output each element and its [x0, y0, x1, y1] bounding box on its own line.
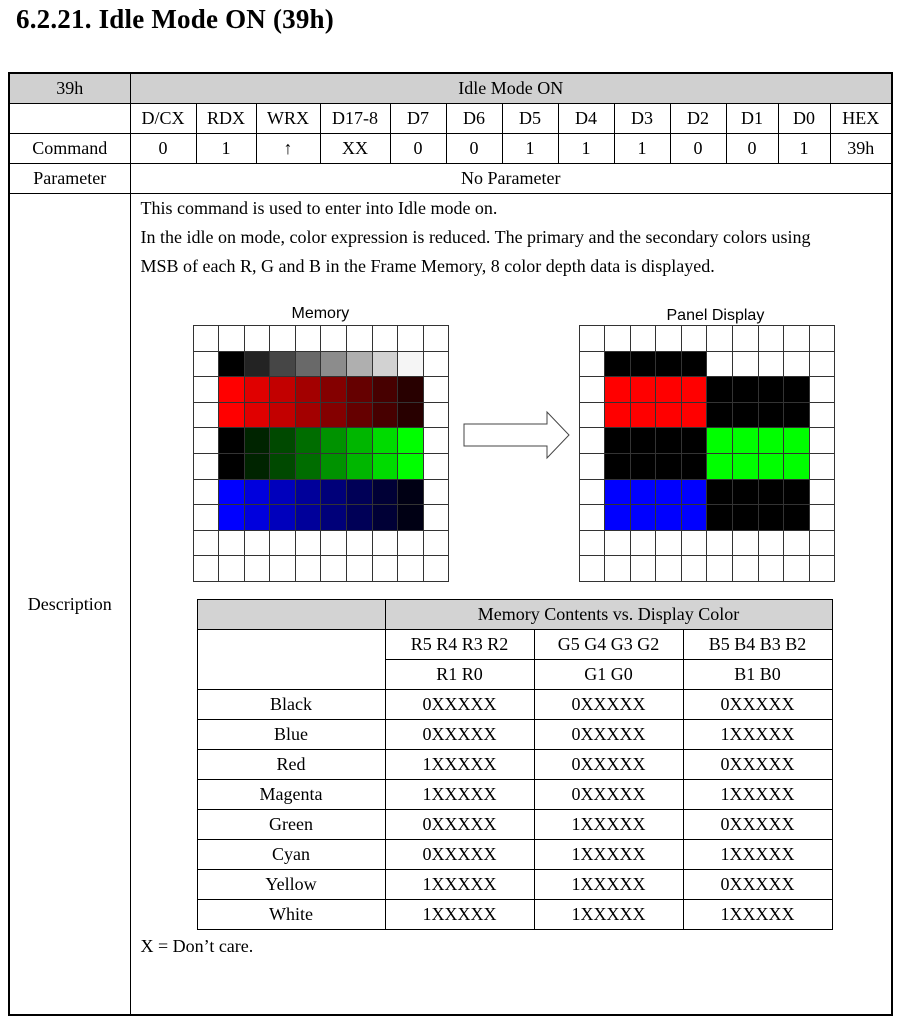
color-mapping-table [197, 599, 833, 930]
red-bits-cell: 0XXXXX [385, 840, 534, 870]
green-bits-cell: 1XXXXX [534, 840, 683, 870]
grid-cell [605, 428, 631, 454]
section-heading: 6.2.21. Idle Mode ON (39h) [16, 4, 334, 34]
red-bits-cell: 0XXXXX [385, 690, 534, 720]
grid-cell [784, 403, 810, 429]
grid-cell [682, 428, 708, 454]
grid-cell [398, 505, 424, 531]
grid-cell [605, 377, 631, 403]
grid-cell [321, 352, 347, 378]
red-bits-header: R5 R4 R3 R2 [385, 630, 534, 660]
blue-bits-cell: 0XXXXX [683, 690, 832, 720]
blue-bits-header: B5 B4 B3 B2 [683, 630, 832, 660]
grid-cell [733, 454, 759, 480]
grid-cell [707, 480, 733, 506]
color-name-cell: Yellow [197, 870, 385, 900]
grid-cell [373, 480, 399, 506]
grid-cell [656, 403, 682, 429]
grid-cell [373, 377, 399, 403]
grid-cell [682, 454, 708, 480]
command-value: 1 [502, 134, 558, 164]
grid-cell [656, 326, 682, 352]
description-line: MSB of each R, G and B in the Frame Memory, 8 color depth data is displayed. [140, 256, 715, 276]
bit-header: D2 [670, 104, 726, 134]
bit-header: D5 [502, 104, 558, 134]
grid-cell [296, 403, 322, 429]
command-name-cell: Idle Mode ON [130, 73, 892, 104]
command-table [8, 72, 893, 1016]
grid-cell [347, 556, 373, 582]
grid-cell [321, 377, 347, 403]
description-label: Description [9, 194, 130, 1016]
grid-cell [810, 352, 836, 378]
grid-cell [270, 326, 296, 352]
bit-header: D3 [614, 104, 670, 134]
grid-cell [398, 326, 424, 352]
grid-cell [296, 326, 322, 352]
grid-cell [194, 377, 220, 403]
grid-cell [270, 377, 296, 403]
grid-cell [682, 326, 708, 352]
grid-cell [682, 377, 708, 403]
grid-cell [707, 352, 733, 378]
grid-cell [682, 505, 708, 531]
grid-cell [270, 480, 296, 506]
grid-cell [605, 403, 631, 429]
blue-bits-cell: 0XXXXX [683, 750, 832, 780]
grid-cell [245, 326, 271, 352]
grid-cell [321, 556, 347, 582]
dont-care-note: X = Don’t care. [140, 936, 254, 956]
grid-cell [810, 428, 836, 454]
grid-cell [321, 428, 347, 454]
grid-cell [219, 454, 245, 480]
grid-cell [424, 480, 450, 506]
grid-cell [219, 505, 245, 531]
grid-cell [424, 428, 450, 454]
panel-display-grid [579, 325, 836, 582]
grid-cell [810, 326, 836, 352]
grid-cell [245, 403, 271, 429]
grid-cell [398, 480, 424, 506]
command-value: XX [320, 134, 390, 164]
green-bits-cell: 1XXXXX [534, 870, 683, 900]
command-value: 0 [130, 134, 196, 164]
grid-cell [347, 428, 373, 454]
grid-cell [759, 531, 785, 557]
grid-cell [245, 454, 271, 480]
grid-cell [270, 505, 296, 531]
grid-cell [373, 556, 399, 582]
mapping-row [197, 720, 832, 750]
green-bits-cell: 1XXXXX [534, 810, 683, 840]
grid-cell [733, 531, 759, 557]
grid-cell [784, 480, 810, 506]
grid-cell [296, 480, 322, 506]
grid-cell [219, 377, 245, 403]
grid-cell [398, 556, 424, 582]
grid-cell [784, 352, 810, 378]
command-value: 1 [196, 134, 256, 164]
memory-grid [193, 325, 450, 582]
grid-cell [347, 377, 373, 403]
grid-cell [245, 377, 271, 403]
grid-cell [347, 480, 373, 506]
grid-cell [733, 377, 759, 403]
grid-cell [631, 454, 657, 480]
bit-header: D1 [726, 104, 778, 134]
grid-cell [631, 480, 657, 506]
grid-cell [321, 505, 347, 531]
description-cell [130, 194, 892, 1016]
bit-header: HEX [830, 104, 892, 134]
grid-cell [759, 428, 785, 454]
blue-bits-cell: 1XXXXX [683, 840, 832, 870]
command-code-cell: 39h [9, 73, 130, 104]
command-value: 0 [446, 134, 502, 164]
empty-cell [197, 630, 385, 690]
grid-cell [580, 454, 606, 480]
grid-cell [810, 556, 836, 582]
grid-cell [580, 377, 606, 403]
grid-cell [424, 556, 450, 582]
grid-cell [580, 505, 606, 531]
description-row [9, 194, 892, 1016]
grid-cell [707, 531, 733, 557]
command-value: 1 [558, 134, 614, 164]
grid-cell [784, 428, 810, 454]
color-name-cell: Blue [197, 720, 385, 750]
grid-cell [733, 352, 759, 378]
grid-cell [656, 352, 682, 378]
grid-cell [707, 454, 733, 480]
grid-cell [373, 403, 399, 429]
green-bits-cell: 0XXXXX [534, 780, 683, 810]
grid-cell [631, 403, 657, 429]
red-bits-header-cont: R1 R0 [385, 660, 534, 690]
grid-cell [219, 428, 245, 454]
red-bits-cell: 1XXXXX [385, 780, 534, 810]
command-value: 0 [670, 134, 726, 164]
grid-cell [656, 428, 682, 454]
grid-cell [631, 428, 657, 454]
blue-bits-cell: 1XXXXX [683, 900, 832, 930]
grid-cell [245, 531, 271, 557]
grid-cell [733, 403, 759, 429]
bit-header: D0 [778, 104, 830, 134]
grid-cell [347, 326, 373, 352]
grid-cell [424, 377, 450, 403]
command-value: 39h [830, 134, 892, 164]
red-bits-cell: 0XXXXX [385, 720, 534, 750]
grid-cell [784, 454, 810, 480]
grid-cell [810, 531, 836, 557]
grid-cell [373, 326, 399, 352]
grid-cell [270, 352, 296, 378]
grid-cell [424, 403, 450, 429]
grid-cell [580, 480, 606, 506]
grid-cell [784, 505, 810, 531]
grid-cell [631, 531, 657, 557]
grid-cell [245, 505, 271, 531]
parameter-label: Parameter [9, 164, 130, 194]
grid-cell [656, 505, 682, 531]
grid-cell [682, 556, 708, 582]
empty-header-cell [197, 600, 385, 630]
grid-cell [424, 326, 450, 352]
grid-cell [733, 556, 759, 582]
grid-cell [194, 556, 220, 582]
grid-cell [605, 531, 631, 557]
mapping-row [197, 900, 832, 930]
grid-cell [759, 403, 785, 429]
grid-cell [656, 480, 682, 506]
grid-cell [296, 377, 322, 403]
grid-cell [605, 556, 631, 582]
grid-cell [656, 556, 682, 582]
mapping-row [197, 870, 832, 900]
color-name-cell: Magenta [197, 780, 385, 810]
grid-cell [733, 326, 759, 352]
green-bits-cell: 1XXXXX [534, 900, 683, 930]
grid-cell [373, 505, 399, 531]
grid-cell [631, 326, 657, 352]
red-bits-cell: 1XXXXX [385, 870, 534, 900]
color-name-cell: Green [197, 810, 385, 840]
command-row [9, 134, 892, 164]
command-value: 1 [614, 134, 670, 164]
command-value: 0 [390, 134, 446, 164]
grid-cell [219, 352, 245, 378]
grid-cell [398, 352, 424, 378]
bit-header: D17-8 [320, 104, 390, 134]
command-value: ↑ [256, 134, 320, 164]
grid-cell [219, 531, 245, 557]
grid-cell [270, 428, 296, 454]
command-value: 0 [726, 134, 778, 164]
mapping-row [197, 750, 832, 780]
grid-cell [398, 377, 424, 403]
grid-cell [605, 326, 631, 352]
grid-cell [219, 480, 245, 506]
grid-cell [631, 377, 657, 403]
grid-cell [296, 428, 322, 454]
grid-cell [810, 403, 836, 429]
grid-cell [321, 326, 347, 352]
grid-cell [605, 352, 631, 378]
bit-header: D4 [558, 104, 614, 134]
color-name-cell: Cyan [197, 840, 385, 870]
grid-cell [810, 454, 836, 480]
grid-cell [810, 505, 836, 531]
grid-cell [682, 480, 708, 506]
grid-cell [759, 556, 785, 582]
grid-cell [682, 403, 708, 429]
mapping-row [197, 840, 832, 870]
grid-cell [347, 352, 373, 378]
grid-cell [194, 505, 220, 531]
grid-cell [580, 352, 606, 378]
grid-cell [194, 428, 220, 454]
blue-bits-cell: 0XXXXX [683, 870, 832, 900]
mapping-row [197, 810, 832, 840]
grid-cell [424, 454, 450, 480]
grid-cell [219, 326, 245, 352]
blue-bits-header-cont: B1 B0 [683, 660, 832, 690]
grid-cell [631, 505, 657, 531]
grid-cell [759, 326, 785, 352]
grid-cell [605, 505, 631, 531]
grid-cell [194, 531, 220, 557]
grid-cell [373, 352, 399, 378]
grid-cell [424, 531, 450, 557]
grid-cell [784, 326, 810, 352]
color-name-cell: White [197, 900, 385, 930]
grid-cell [733, 505, 759, 531]
grid-cell [321, 403, 347, 429]
grid-cell [707, 505, 733, 531]
grid-cell [580, 428, 606, 454]
grid-cell [707, 428, 733, 454]
grid-cell [759, 352, 785, 378]
grid-cell [398, 403, 424, 429]
right-arrow-icon [463, 410, 571, 460]
grid-cell [631, 556, 657, 582]
bit-header-row [9, 104, 892, 134]
grid-cell [270, 454, 296, 480]
mapping-row [197, 780, 832, 810]
grid-cell [707, 403, 733, 429]
grid-cell [398, 531, 424, 557]
grid-cell [605, 454, 631, 480]
grid-cell [656, 454, 682, 480]
grid-cell [296, 454, 322, 480]
grid-cell [245, 556, 271, 582]
grid-cell [245, 428, 271, 454]
grid-cell [296, 352, 322, 378]
grid-cell [219, 403, 245, 429]
parameter-row [9, 164, 892, 194]
grid-cell [347, 505, 373, 531]
parameter-value: No Parameter [130, 164, 892, 194]
command-label: Command [9, 134, 130, 164]
grid-cell [707, 556, 733, 582]
grid-cell [373, 428, 399, 454]
grid-cell [347, 454, 373, 480]
grid-cell [759, 377, 785, 403]
grid-cell [296, 556, 322, 582]
memory-title: Memory [291, 305, 350, 322]
grid-cell [194, 403, 220, 429]
grid-cell [580, 326, 606, 352]
grid-cell [784, 377, 810, 403]
grid-cell [321, 480, 347, 506]
blue-bits-cell: 1XXXXX [683, 780, 832, 810]
grid-cell [580, 531, 606, 557]
grid-cell [398, 428, 424, 454]
grid-cell [656, 531, 682, 557]
green-bits-cell: 0XXXXX [534, 690, 683, 720]
green-bits-header: G5 G4 G3 G2 [534, 630, 683, 660]
grid-cell [682, 352, 708, 378]
grid-cell [321, 454, 347, 480]
bit-header: RDX [196, 104, 256, 134]
green-bits-cell: 0XXXXX [534, 720, 683, 750]
grid-cell [759, 505, 785, 531]
grid-cell [245, 352, 271, 378]
grid-cell [194, 454, 220, 480]
bit-header: D6 [446, 104, 502, 134]
blue-bits-cell: 1XXXXX [683, 720, 832, 750]
grid-cell [733, 428, 759, 454]
grid-cell [373, 454, 399, 480]
grid-cell [810, 480, 836, 506]
bit-header: WRX [256, 104, 320, 134]
grid-cell [245, 480, 271, 506]
grid-cell [194, 480, 220, 506]
mapping-table-title: Memory Contents vs. Display Color [385, 600, 832, 630]
command-value: 1 [778, 134, 830, 164]
grid-cell [733, 480, 759, 506]
green-bits-cell: 0XXXXX [534, 750, 683, 780]
grid-cell [784, 556, 810, 582]
grid-cell [784, 531, 810, 557]
bit-header: D7 [390, 104, 446, 134]
grid-cell [631, 352, 657, 378]
description-line: This command is used to enter into Idle mode on. [140, 198, 498, 218]
grid-cell [424, 505, 450, 531]
grid-cell [194, 326, 220, 352]
green-bits-header-cont: G1 G0 [534, 660, 683, 690]
grid-cell [580, 403, 606, 429]
red-bits-cell: 1XXXXX [385, 750, 534, 780]
grid-cell [270, 556, 296, 582]
grid-cell [347, 403, 373, 429]
grid-cell [296, 505, 322, 531]
grid-cell [682, 531, 708, 557]
grid-cell [707, 377, 733, 403]
grid-cell [707, 326, 733, 352]
grid-cell [270, 531, 296, 557]
grid-cell [219, 556, 245, 582]
grid-cell [605, 480, 631, 506]
grid-cell [759, 454, 785, 480]
mapping-row [197, 690, 832, 720]
color-name-cell: Red [197, 750, 385, 780]
grid-cell [759, 480, 785, 506]
grid-cell [296, 531, 322, 557]
grid-cell [656, 377, 682, 403]
red-bits-cell: 1XXXXX [385, 900, 534, 930]
empty-cell [9, 104, 130, 134]
panel-display-title: Panel Display [666, 307, 765, 324]
description-line: In the idle on mode, color expression is reduced. The primary and the secondary colors using [140, 227, 811, 247]
grid-cell [347, 531, 373, 557]
bit-header: D/CX [130, 104, 196, 134]
grid-cell [580, 556, 606, 582]
grid-cell [424, 352, 450, 378]
color-name-cell: Black [197, 690, 385, 720]
grid-cell [373, 531, 399, 557]
grid-cell [270, 403, 296, 429]
grid-cell [194, 352, 220, 378]
grid-cell [321, 531, 347, 557]
grid-cell [810, 377, 836, 403]
red-bits-cell: 0XXXXX [385, 810, 534, 840]
grid-cell [398, 454, 424, 480]
blue-bits-cell: 0XXXXX [683, 810, 832, 840]
